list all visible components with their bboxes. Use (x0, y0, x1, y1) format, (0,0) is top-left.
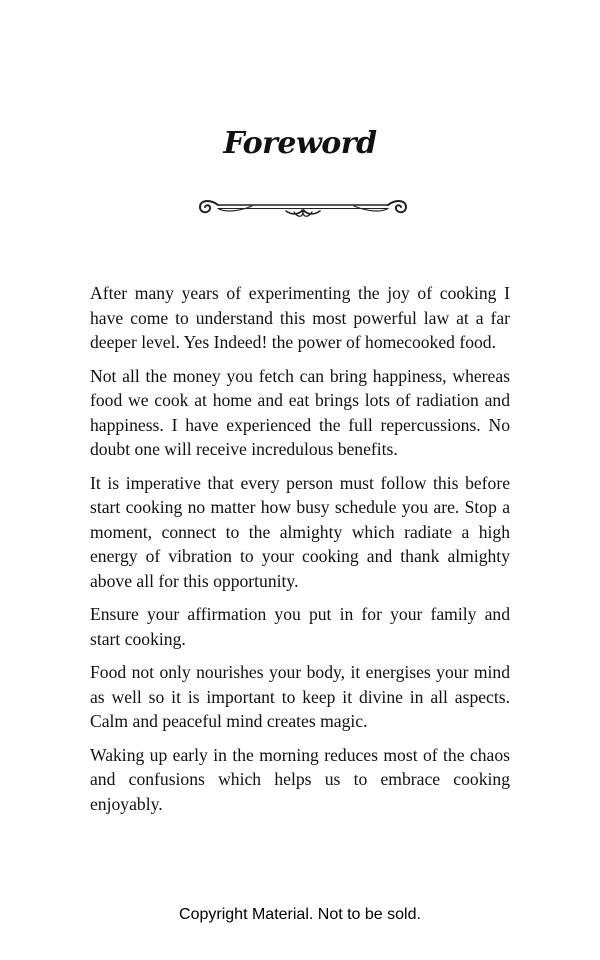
paragraph: Waking up early in the morning reduces most of the chaos and confusions which helps us to embrace cooking enjoyably. (90, 744, 510, 814)
scroll-flourish-divider-icon (196, 193, 410, 223)
paragraph: Food not only nourishes your body, it energises your mind as well so it is important to keep it divine in all aspects. Calm and peaceful mind creates magic. (90, 662, 510, 731)
paragraph: Not all the money you fetch can bring happiness, whereas food we cook at home and eat brings lots of radiation and happiness. I have experienced the full repercussions. No doubt one will receive incredulous benefits. (90, 365, 510, 459)
copyright-notice: Copyright Material. Not to be sold. (179, 906, 421, 923)
page-title: Foreword (223, 126, 377, 161)
paragraph: Ensure your affirmation you put in for your family and start cooking. (90, 604, 510, 649)
foreword-body (90, 281, 510, 825)
paragraph: After many years of experimenting the joy of cooking I have come to understand this most powerful law at a far deeper level. Yes Indeed! the power of homecooked food. (90, 283, 510, 352)
paragraph: It is imperative that every person must follow this before start cooking no matter how busy schedule you are. Stop a moment, connect to the almighty which radiate a high energy of vibration to your cooking and thank almighty above all for this opportunity. (90, 472, 510, 591)
